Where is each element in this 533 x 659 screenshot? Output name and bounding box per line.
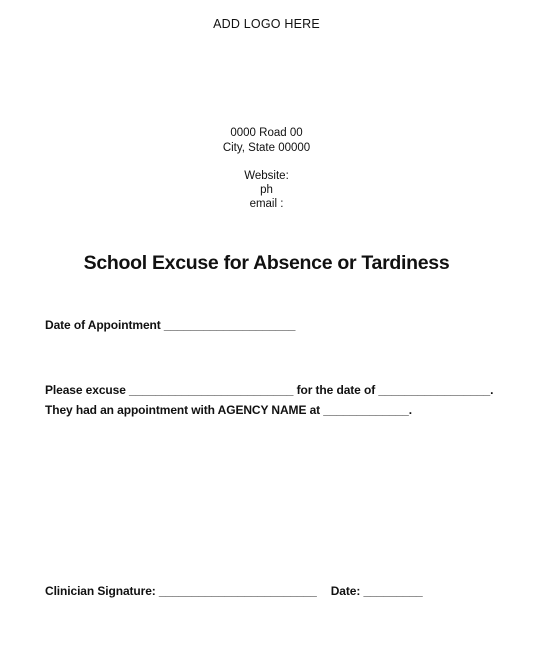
contact-email: email : (249, 198, 284, 210)
please-excuse-line (45, 383, 493, 397)
absence-date-blank[interactable]: _________________. (378, 383, 494, 397)
address-street: 0000 Road 00 (230, 127, 303, 139)
signature-date-blank[interactable]: _________ (363, 584, 423, 598)
clinician-signature-blank[interactable]: ________________________ (158, 584, 317, 598)
contact-website: Website: (244, 170, 289, 182)
address-city-state: City, State 00000 (222, 141, 311, 154)
appointment-line (45, 403, 412, 417)
date-of-appointment-blank[interactable]: ____________________ (163, 318, 296, 332)
appointment-time-blank[interactable]: _____________. (323, 403, 412, 417)
please-excuse-label: Please excuse (45, 383, 126, 397)
signature-line (45, 584, 423, 598)
document-title: School Excuse for Absence or Tardiness (83, 252, 450, 274)
appointment-label: They had an appointment with AGENCY NAME at (45, 403, 321, 417)
logo-placeholder: ADD LOGO HERE (213, 17, 320, 31)
contact-block (0, 169, 533, 211)
contact-phone: ph (260, 184, 273, 196)
student-name-blank[interactable]: _________________________ (129, 383, 294, 397)
for-the-date-of-label: for the date of (296, 383, 376, 397)
clinician-signature-label: Clinician Signature: (45, 584, 156, 598)
date-of-appointment-label: Date of Appointment (45, 318, 161, 332)
date-of-appointment-line (45, 318, 295, 332)
address-block (0, 126, 533, 155)
signature-date-label: Date: (330, 584, 361, 598)
